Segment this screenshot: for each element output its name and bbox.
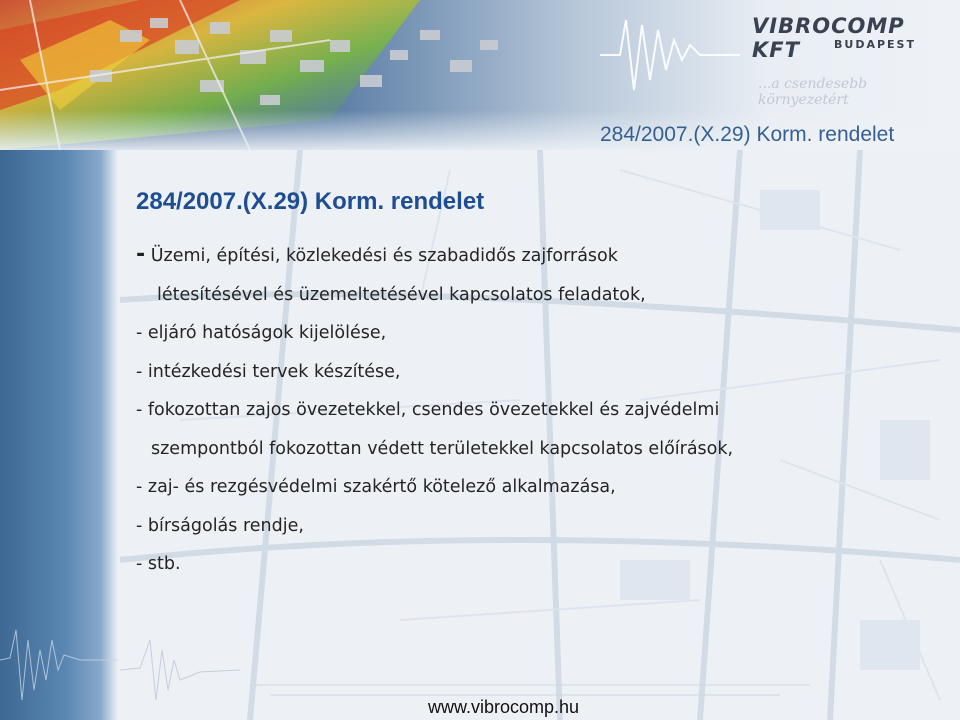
list-item: - zaj- és rezgésvédelmi szakértő kötelező alkalmazása, [136, 477, 616, 497]
list-item-text: Üzemi, építési, közlekedési és szabadidős zajforrások [145, 246, 618, 266]
list-item: - stb. [136, 554, 181, 574]
slide-title: 284/2007.(X.29) Korm. rendelet [136, 188, 485, 215]
logo-company-name: VIBROCOMP KFT [752, 14, 905, 62]
list-item: - fokozottan zajos övezetekkel, csendes övezetekkel és zajvédelmi [136, 400, 720, 420]
slide-body [136, 236, 936, 584]
logo-city-name: BUDAPEST [834, 38, 916, 51]
footer-website-url: www.vibrocomp.hu [428, 697, 580, 717]
list-item: - eljáró hatóságok kijelölése, [136, 323, 387, 343]
list-item-continuation: létesítésével és üzemeltetésével kapcsolatos feladatok, [157, 284, 646, 305]
list-item [136, 236, 936, 276]
company-logo [740, 8, 952, 62]
list-item: - intézkedési tervek készítése, [136, 361, 401, 382]
logo-slogan: ...a csendesebb környezetért [758, 76, 868, 108]
list-item: - bírságolás rendje, [136, 515, 304, 536]
list-dash: - [136, 242, 146, 267]
header-title: 284/2007.(X.29) Korm. rendelet [600, 123, 895, 146]
list-item-continuation: szempontból fokozottan védett területekkel kapcsolatos előírások, [151, 438, 734, 459]
